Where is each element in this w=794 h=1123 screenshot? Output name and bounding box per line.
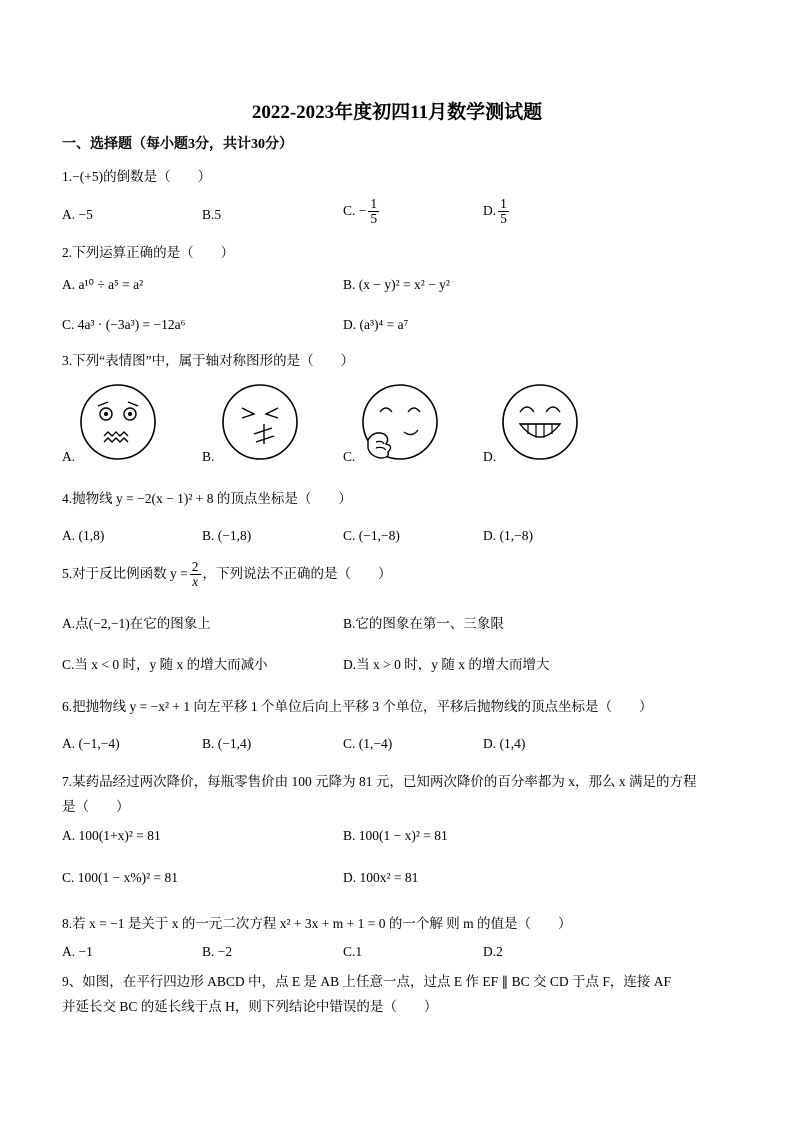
question-5-stem [62, 560, 392, 589]
q2-option-c: C. 4a³ · (−3a³) = −12a⁶ [62, 317, 186, 332]
question-9-stem-line1: 9、如图，在平行四边形 ABCD 中，点 E 是 AB 上任意一点，过点 E 作 EF ∥ BC 交 CD 于点 F，连接 AF [62, 974, 672, 989]
q4-option-a: A. (1,8) [62, 528, 105, 543]
question-4-stem: 4.抛物线 y = −2(x − 1)² + 8 的顶点坐标是（ ） [62, 491, 352, 506]
q1-option-c [343, 197, 381, 226]
question-9-stem-line2: 并延长交 BC 的延长线于点 H，则下列结论中错误的是（ ） [62, 999, 438, 1014]
q3-option-c: C. [343, 449, 356, 464]
q3-option-b: B. [202, 449, 215, 464]
face-b-icon [220, 382, 300, 462]
q4-option-d: D. (1,−8) [483, 528, 533, 543]
q4-option-b: B. (−1,8) [202, 528, 252, 543]
q8-option-c: C.1 [343, 944, 363, 959]
q6-option-b: B. (−1,4) [202, 736, 252, 751]
section-heading: 一、选择题（每小题3分，共计30分） [62, 137, 293, 152]
q5-option-b: B.它的图象在第一、三象限 [343, 616, 504, 631]
q1-c-denominator: 5 [370, 211, 378, 227]
page-title: 2022-2023年度初四11月数学测试题 [251, 102, 543, 123]
q8-option-b: B. −2 [202, 944, 233, 959]
q6-option-c: C. (1,−4) [343, 736, 393, 751]
face-d-icon [500, 382, 580, 462]
q2-option-a: A. a¹⁰ ÷ a⁵ = a² [62, 277, 144, 292]
q8-option-d: D.2 [483, 944, 503, 959]
question-1-stem: 1.−(+5)的倒数是（ ） [62, 169, 212, 184]
q7-option-a: A. 100(1+x)² = 81 [62, 828, 161, 843]
q1-option-d [483, 197, 511, 226]
q5-denominator: x [192, 574, 199, 590]
q8-option-a: A. −1 [62, 944, 93, 959]
q7-option-c: C. 100(1 − x%)² = 81 [62, 870, 179, 885]
q6-option-d: D. (1,4) [483, 736, 526, 751]
q5-option-a: A.点(−2,−1)在它的图象上 [62, 616, 211, 631]
face-c-icon [360, 382, 440, 462]
q1-option-b: B.5 [202, 207, 222, 222]
q5-stem-prefix: 5.对于反比例函数 y = [62, 565, 188, 581]
q7-option-b: B. 100(1 − x)² = 81 [343, 828, 448, 843]
question-6-stem: 6.把抛物线 y = −x² + 1 向左平移 1 个单位后向上平移 3 个单位，平移后抛物线的顶点坐标是（ ） [62, 699, 653, 714]
q7-option-d: D. 100x² = 81 [343, 870, 419, 885]
q6-option-a: A. (−1,−4) [62, 736, 120, 751]
q3-option-a: A. [62, 449, 76, 464]
question-7-stem-line2: 是（ ） [62, 799, 130, 814]
face-a-icon [78, 382, 158, 462]
q5-stem-suffix: ，下列说法不正确的是（ ） [202, 565, 392, 581]
q4-option-c: C. (−1,−8) [343, 528, 400, 543]
q5-option-c: C.当 x < 0 时，y 随 x 的增大而减小 [62, 657, 268, 672]
q1-option-c-prefix: C. − [343, 202, 367, 218]
q2-option-b: B. (x − y)² = x² − y² [343, 277, 450, 292]
question-7-stem-line1: 7.某药品经过两次降价，每瓶零售价由 100 元降为 81 元，已知两次降价的百分率都为 x，那么 x 满足的方程 [62, 774, 697, 789]
question-2-stem: 2.下列运算正确的是（ ） [62, 245, 235, 260]
question-8-stem: 8.若 x = −1 是关于 x 的一元二次方程 x² + 3x + m + 1 = 0 的一个解 则 m 的值是（ ） [62, 916, 572, 931]
q1-d-denominator: 5 [500, 211, 507, 227]
question-3-stem: 3.下列“表情图”中，属于轴对称图形的是（ ） [62, 353, 355, 368]
q1-option-a: A. −5 [62, 207, 93, 222]
q1-d-numerator: 1 [500, 196, 507, 211]
q2-option-d: D. (a³)⁴ = a⁷ [343, 317, 409, 332]
q1-option-d-prefix: D. [483, 202, 497, 218]
q1-c-numerator: 1 [370, 196, 378, 211]
q5-option-d: D.当 x > 0 时，y 随 x 的增大而增大 [343, 657, 550, 672]
q3-option-d: D. [483, 449, 497, 464]
q5-numerator: 2 [191, 559, 199, 574]
